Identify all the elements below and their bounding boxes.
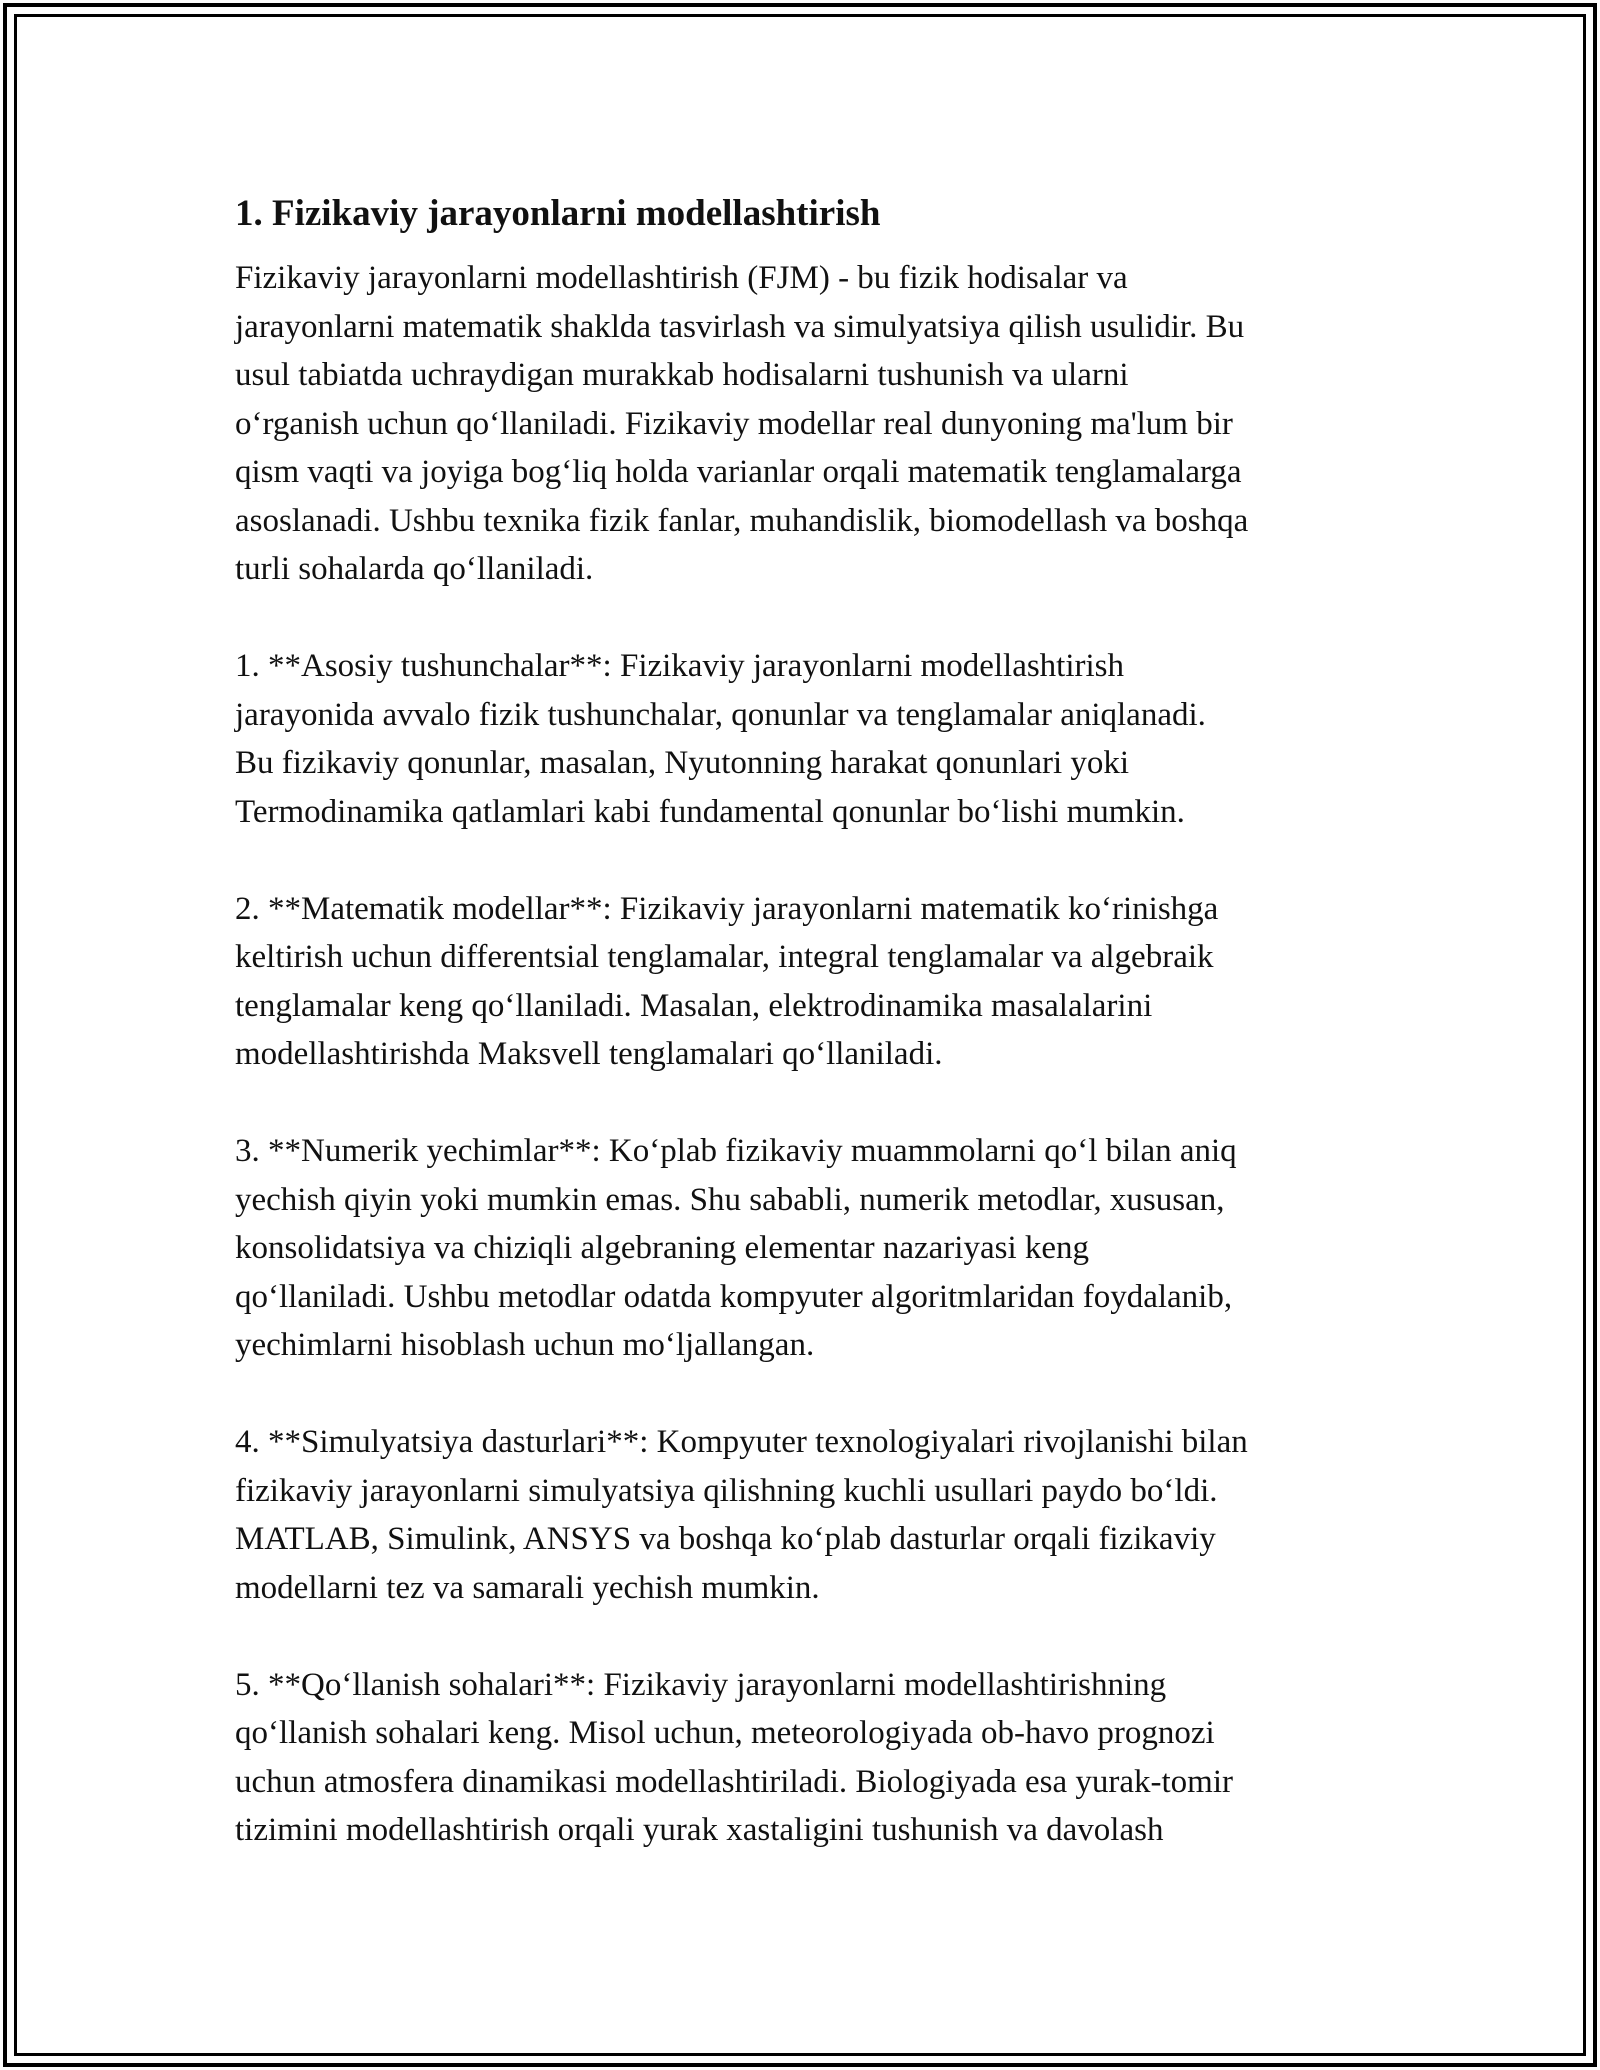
list-item-basic-concepts: 1. **Asosiy tushunchalar**: Fizikaviy jarayonlarni modellashtirish jarayonida avvalo fizik tushunchalar, qonunlar va tenglamalar aniqlanadi. Bu fizikaviy qonunlar, masalan, Nyutonning harakat qonunlari yoki Termodinamika qatlamlari kabi fundamental qonunlar bo‘lishi mumkin.: [235, 648, 1206, 830]
intro-paragraph: Fizikaviy jarayonlarni modellashtirish (FJM) - bu fizik hodisalar va jarayonlarni matematik shaklda tasvirlash va simulyatsiya qilish usulidir. Bu usul tabiatda uchraydigan murakkab hodisalarni tushunish va ularni o‘rganish uchun qo‘llaniladi. Fizikaviy modellar real dunyoning ma'lum bir qism vaqti va joyiga bog‘liq holda varianlar orqali matematik tenglamalarga asoslanadi. Ushbu texnika fizik fanlar, muhandislik, biomodellash va boshqa turli sohalarda qo‘llaniladi.: [235, 260, 1249, 587]
list-item-numeric-solutions: 3. **Numerik yechimlar**: Ko‘plab fizikaviy muammolarni qo‘l bilan aniq yechish qiyin yoki mumkin emas. Shu sababli, numerik metodlar, xususan, konsolidatsiya va chiziqli algebraning elementar nazariyasi keng qo‘llaniladi. Ushbu metodlar odatda kompyuter algoritmlaridan foydalanib, yechimlarni hisoblash uchun mo‘ljallangan.: [235, 1133, 1237, 1363]
list-item-math-models: 2. **Matematik modellar**: Fizikaviy jarayonlarni matematik ko‘rinishga keltirish uchun differentsial tenglamalar, integral tenglamalar va algebraik tenglamalar keng qo‘llaniladi. Masalan, elektrodinamika masalalarini modellashtirishda Maksvell tenglamalari qo‘llaniladi.: [235, 890, 1219, 1072]
document-title: 1. Fizikaviy jarayonlarni modellashtirish: [235, 193, 881, 234]
list-item-simulation-software: 4. **Simulyatsiya dasturlari**: Kompyuter texnologiyalari rivojlanishi bilan fizikaviy jarayonlarni simulyatsiya qilishning kuchli usullari paydo bo‘ldi. MATLAB, Simulink, ANSYS va boshqa ko‘plab dasturlar orqali fizikaviy modellarni tez va samarali yechish mumkin.: [235, 1424, 1248, 1606]
list-item-application-areas: 5. **Qo‘llanish sohalari**: Fizikaviy jarayonlarni modellashtirishning qo‘llanish sohalari keng. Misol uchun, meteorologiyada ob-havo prognozi uchun atmosfera dinamikasi modellashtiriladi. Biologiyada esa yurak-tomir tizimini modellashtirish orqali yurak xastaligini tushunish va davolash: [235, 1666, 1233, 1848]
document-body: [235, 186, 1385, 1903]
